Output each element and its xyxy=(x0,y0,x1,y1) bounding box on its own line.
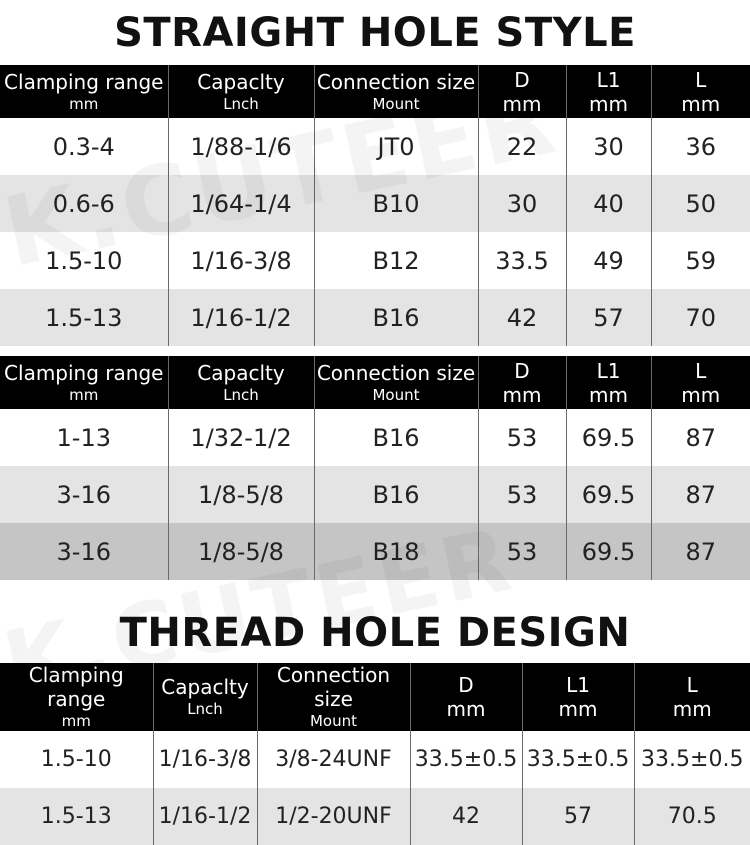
cell-d: 33.5 xyxy=(478,232,566,289)
header-connection-size: Connection size Mount xyxy=(314,356,478,409)
cell-l: 87 xyxy=(651,466,750,523)
header-capacity: Capaclty Lnch xyxy=(153,663,257,731)
table-row xyxy=(0,289,750,346)
table-row xyxy=(0,466,750,523)
cell-connection-size: 1/2-20UNF xyxy=(257,788,410,845)
table-row xyxy=(0,523,750,580)
cell-d: 53 xyxy=(478,523,566,580)
cell-connection-size: B16 xyxy=(314,409,478,466)
header-l1: L1 mm xyxy=(566,65,651,118)
cell-capacity: 1/32-1/2 xyxy=(168,409,314,466)
cell-clamping-range: 0.3-4 xyxy=(0,118,168,175)
straight-hole-table xyxy=(0,65,750,346)
cell-l1: 33.5±0.5 xyxy=(522,731,634,788)
cell-l: 59 xyxy=(651,232,750,289)
thread-hole-title: THREAD HOLE DESIGN xyxy=(119,610,631,656)
header-d: D mm xyxy=(478,65,566,118)
cell-capacity: 1/16-3/8 xyxy=(153,731,257,788)
cell-clamping-range: 1.5-10 xyxy=(0,731,153,788)
header-d: D mm xyxy=(410,663,522,731)
cell-clamping-range: 1.5-10 xyxy=(0,232,168,289)
cell-capacity: 1/88-1/6 xyxy=(168,118,314,175)
cell-l: 87 xyxy=(651,523,750,580)
cell-capacity: 1/16-1/2 xyxy=(168,289,314,346)
straight-hole-title: STRAIGHT HOLE STYLE xyxy=(114,10,636,56)
cell-connection-size: JT0 xyxy=(314,118,478,175)
cell-clamping-range: 3-16 xyxy=(0,523,168,580)
cell-l1: 69.5 xyxy=(566,466,651,523)
cell-l1: 57 xyxy=(566,289,651,346)
table-row xyxy=(0,175,750,232)
header-l1: L1 mm xyxy=(566,356,651,409)
straight-hole-table-large xyxy=(0,356,750,580)
cell-l1: 30 xyxy=(566,118,651,175)
cell-d: 53 xyxy=(478,466,566,523)
thread-hole-table xyxy=(0,663,750,845)
header-capacity: Capaclty Lnch xyxy=(168,356,314,409)
cell-clamping-range: 3-16 xyxy=(0,466,168,523)
header-l1: L1 mm xyxy=(522,663,634,731)
cell-capacity: 1/8-5/8 xyxy=(168,523,314,580)
cell-d: 53 xyxy=(478,409,566,466)
cell-l: 87 xyxy=(651,409,750,466)
cell-d: 42 xyxy=(410,788,522,845)
cell-d: 42 xyxy=(478,289,566,346)
cell-l1: 69.5 xyxy=(566,523,651,580)
cell-l1: 69.5 xyxy=(566,409,651,466)
cell-connection-size: B16 xyxy=(314,466,478,523)
cell-clamping-range: 1.5-13 xyxy=(0,788,153,845)
header-l: L mm xyxy=(651,356,750,409)
cell-clamping-range: 0.6-6 xyxy=(0,175,168,232)
cell-capacity: 1/8-5/8 xyxy=(168,466,314,523)
header-connection-size: Connection size Mount xyxy=(257,663,410,731)
table-row xyxy=(0,731,750,788)
table-row xyxy=(0,232,750,289)
header-connection-size: Connection size Mount xyxy=(314,65,478,118)
table-header-row xyxy=(0,356,750,409)
cell-clamping-range: 1-13 xyxy=(0,409,168,466)
cell-l: 36 xyxy=(651,118,750,175)
table-row xyxy=(0,409,750,466)
table-row xyxy=(0,788,750,845)
cell-d: 33.5±0.5 xyxy=(410,731,522,788)
cell-l: 33.5±0.5 xyxy=(634,731,750,788)
header-clamping-range: Clamping range mm xyxy=(0,65,168,118)
header-l: L mm xyxy=(634,663,750,731)
cell-l: 50 xyxy=(651,175,750,232)
table-header-row xyxy=(0,663,750,731)
header-capacity: Capaclty Lnch xyxy=(168,65,314,118)
cell-clamping-range: 1.5-13 xyxy=(0,289,168,346)
cell-d: 22 xyxy=(478,118,566,175)
header-d: D mm xyxy=(478,356,566,409)
cell-connection-size: B10 xyxy=(314,175,478,232)
header-l: L mm xyxy=(651,65,750,118)
header-clamping-range: Clamping range mm xyxy=(0,356,168,409)
cell-connection-size: 3/8-24UNF xyxy=(257,731,410,788)
cell-connection-size: B16 xyxy=(314,289,478,346)
cell-d: 30 xyxy=(478,175,566,232)
cell-connection-size: B18 xyxy=(314,523,478,580)
cell-l1: 57 xyxy=(522,788,634,845)
cell-l1: 40 xyxy=(566,175,651,232)
cell-capacity: 1/64-1/4 xyxy=(168,175,314,232)
table-header-row xyxy=(0,65,750,118)
header-clamping-range: Clamping range mm xyxy=(0,663,153,731)
cell-capacity: 1/16-1/2 xyxy=(153,788,257,845)
cell-l: 70.5 xyxy=(634,788,750,845)
cell-capacity: 1/16-3/8 xyxy=(168,232,314,289)
table-row xyxy=(0,118,750,175)
cell-l1: 49 xyxy=(566,232,651,289)
cell-l: 70 xyxy=(651,289,750,346)
cell-connection-size: B12 xyxy=(314,232,478,289)
